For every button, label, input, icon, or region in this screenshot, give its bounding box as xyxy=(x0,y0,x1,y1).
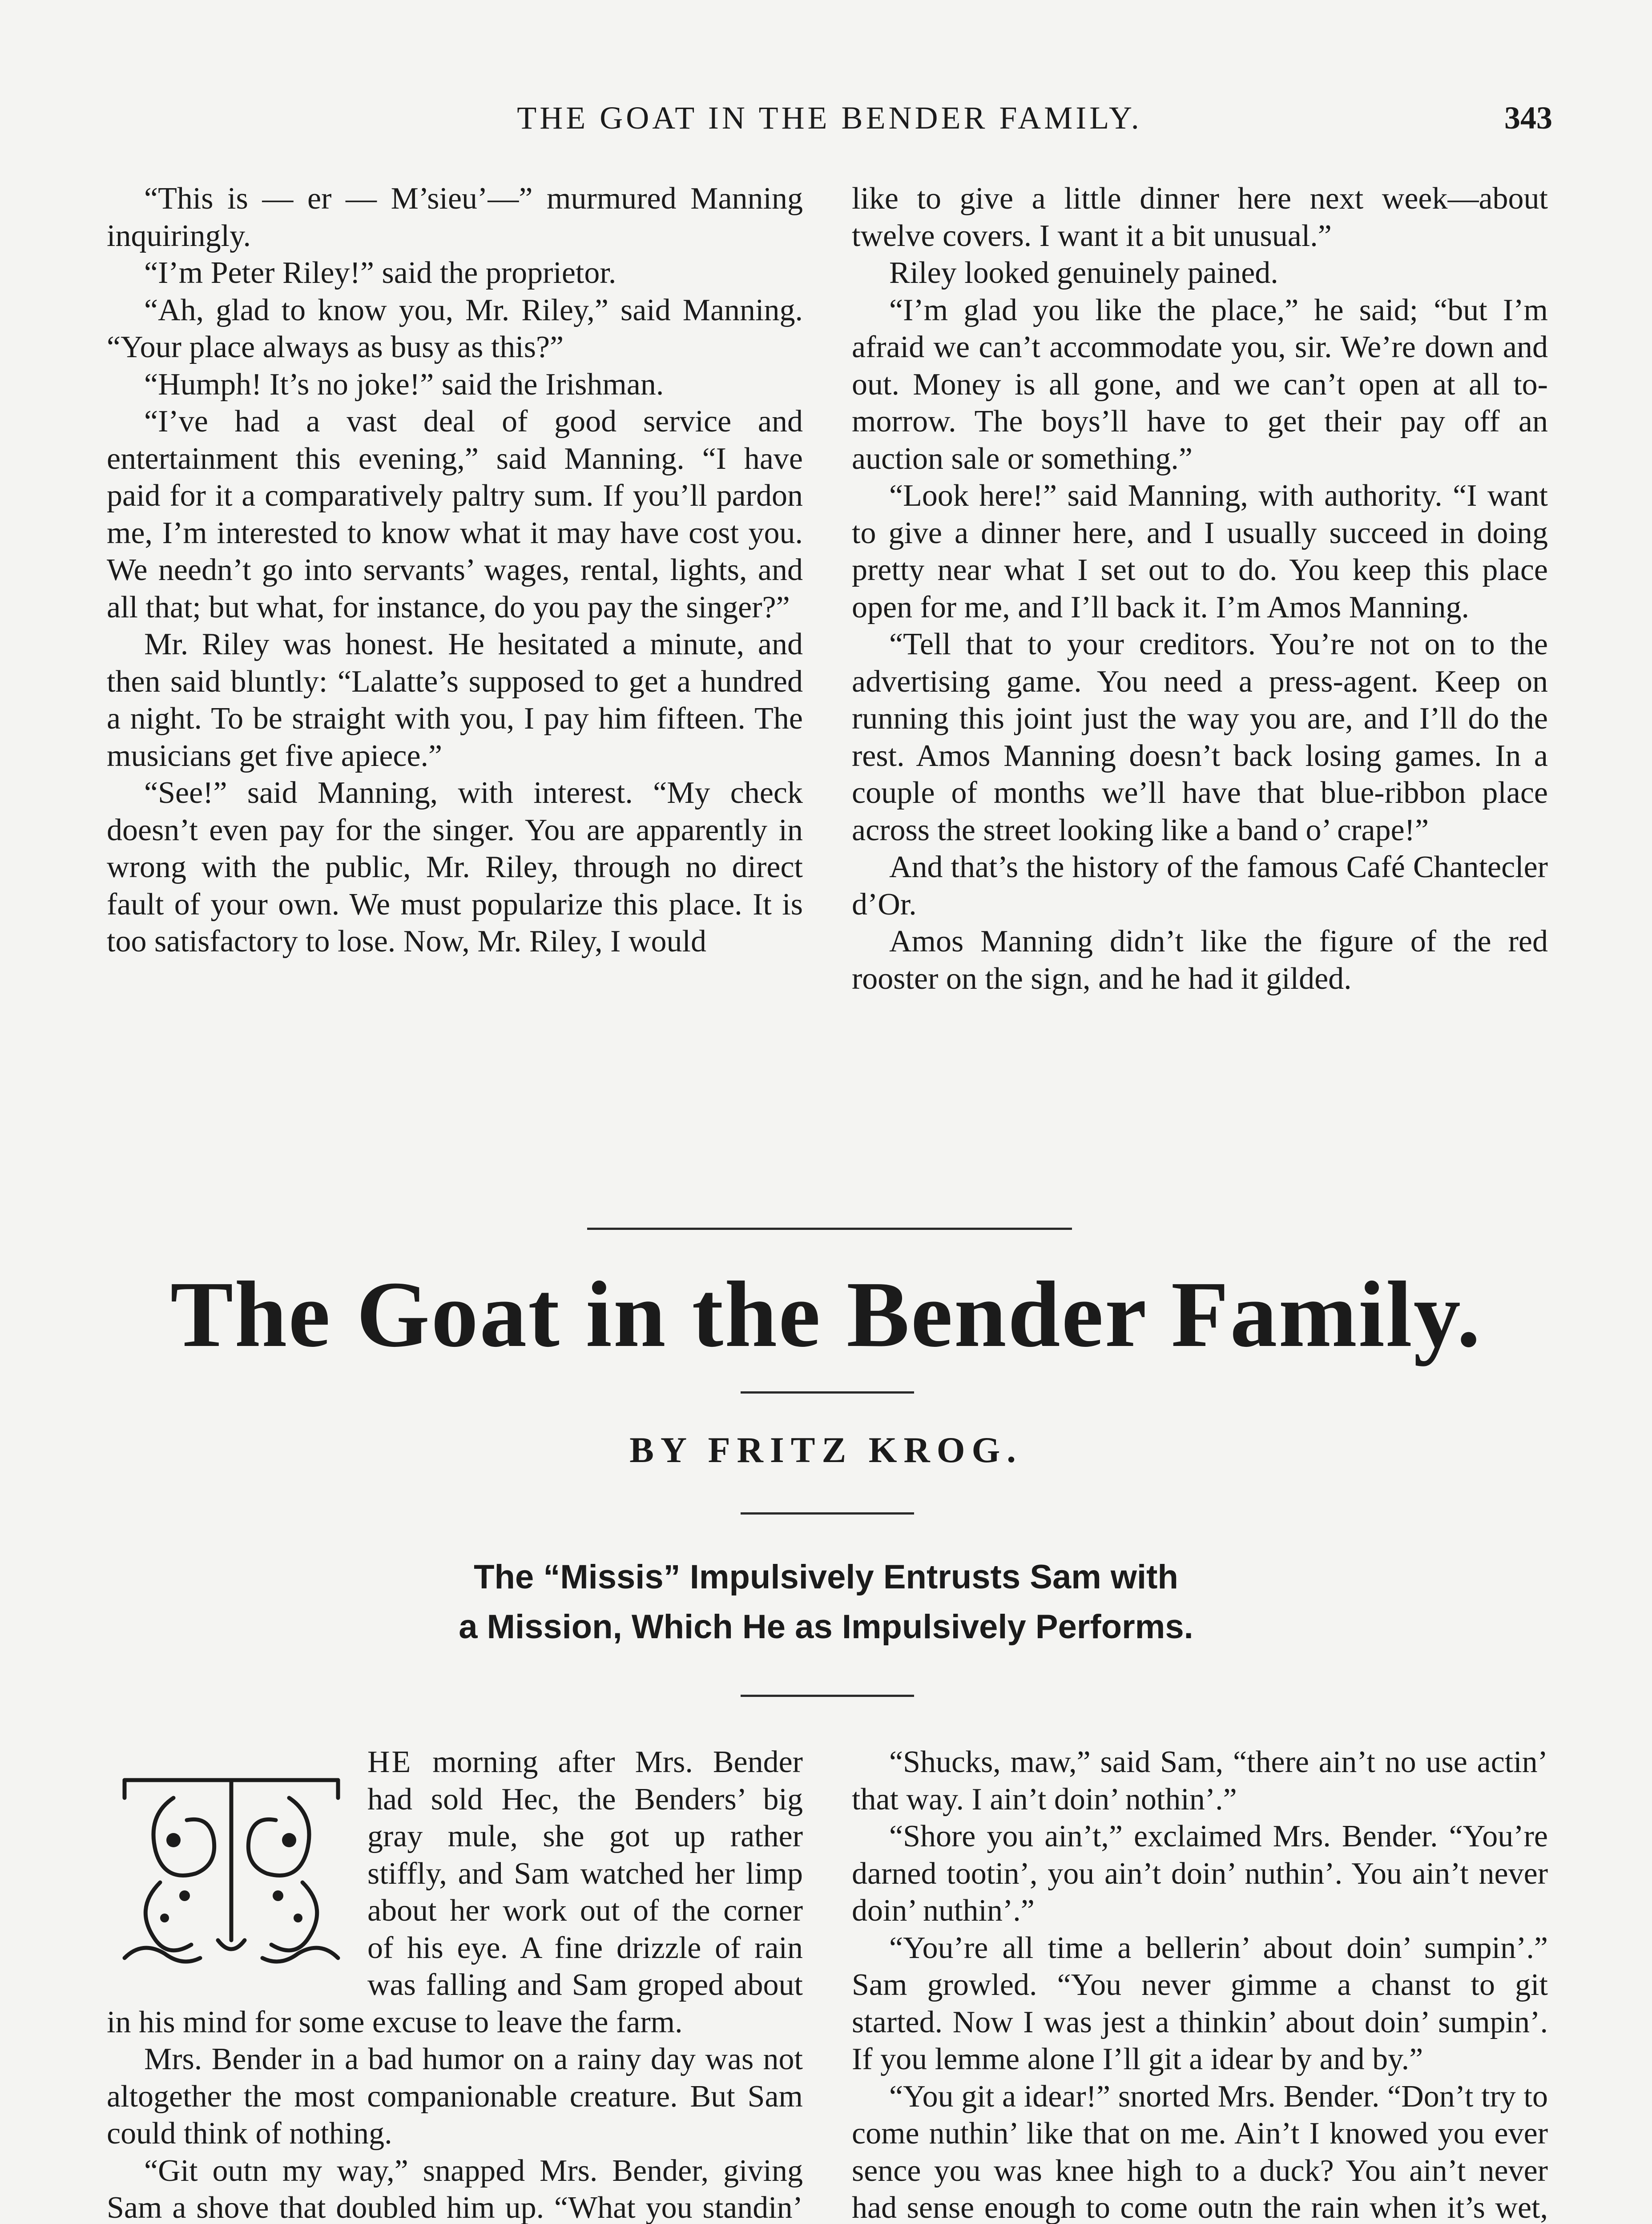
title-divider xyxy=(741,1391,914,1394)
running-head xyxy=(107,91,1552,145)
paragraph: “Ah, glad to know you, Mr. Riley,” said Manning. “Your place always as busy as this?” xyxy=(107,293,803,364)
paragraph: “You git a idear!” snorted Mrs. Bender. “Don’t try to come nuthin’ like that on me. Ain’t I knowed you ever sence you was knee high to a duck? You ain’t never had sense enough to come outn the rain when it’s wet, xyxy=(852,2079,1548,2224)
story-deck xyxy=(311,1552,1341,1652)
deck-divider xyxy=(741,1695,914,1697)
page-number: 343 xyxy=(1504,100,1552,136)
paragraph: “Git outn my way,” snapped Mrs. Bender, giving Sam a shove that doubled him up. “What you standin’ xyxy=(107,2153,803,2224)
drop-cap-ornament-icon xyxy=(107,1749,356,1980)
previous-story-left-column xyxy=(107,180,803,960)
paragraph: Mr. Riley was honest. He hesitated a minute, and then said bluntly: “Lalatte’s supposed to get a hundred a night. To be straight with you, I pay him fifteen. The musicians get five apiece.” xyxy=(107,627,803,773)
byline-divider xyxy=(741,1512,914,1515)
section-divider xyxy=(587,1228,1072,1230)
paragraph: “This is — er — M’sieu’—” murmured Manning inquiringly. xyxy=(107,181,803,253)
paragraph: “Shucks, maw,” said Sam, “there ain’t no use actin’ that way. I ain’t doin’ nothin’.” xyxy=(852,1745,1548,1817)
paragraph: “Humph! It’s no joke!” said the Irishman. xyxy=(144,367,664,402)
paragraph: “I’m Peter Riley!” said the proprietor. xyxy=(144,256,616,290)
story-right-column xyxy=(852,1744,1548,2224)
paragraph: “Shore you ain’t,” exclaimed Mrs. Bender. “You’re darned tootin’, you ain’t doin’ nuthin’. You ain’t never doin’ nuthin’.” xyxy=(852,1819,1548,1928)
ornamental-drop-cap xyxy=(107,1749,356,1980)
byline: BY FRITZ KROG. xyxy=(629,1430,1023,1470)
first-word-rest: HE xyxy=(367,1745,413,1779)
deck-line: The “Missis” Impulsively Entrusts Sam with xyxy=(474,1558,1178,1596)
paragraph: “I’m glad you like the place,” he said; “but I’m afraid we can’t accommodate you, sir. We’re down and out. Money is all gone, and we can’t open at all to-morrow. The boys’ll have to get their pay off an auction sale or something.” xyxy=(852,293,1548,476)
previous-story-right-column xyxy=(852,180,1548,997)
story-left-column xyxy=(107,1744,803,2224)
paragraph: “Look here!” said Manning, with authority. “I want to give a dinner here, and I usually succeed in doing pretty near what I set out to do. You keep this place open for me, and I’ll back it. I’m Amos Manning. xyxy=(852,479,1548,624)
story-title: The Goat in the Bender Family. xyxy=(170,1262,1482,1366)
running-title: THE GOAT IN THE BENDER FAMILY. xyxy=(517,100,1142,136)
paragraph: “I’ve had a vast deal of good service and entertainment this evening,” said Manning. “I have paid for it a comparatively paltry sum. If you’ll pardon me, I’m interested to know what it may have cost you. We needn’t go into servants’ wages, rental, lights, and all that; but what, for instance, do you pay the singer?” xyxy=(107,404,803,624)
paragraph: “Tell that to your creditors. You’re not on to the advertising game. You need a press-agent. Keep on running this joint just the way you are, and I’ll do the rest. Amos Manning doesn’t back losing games. In a couple of months we’ll have that blue-ribbon place across the street looking like a band o’ crape!” xyxy=(852,627,1548,847)
paragraph: Riley looked genuinely pained. xyxy=(889,256,1278,290)
opening-text: morning after Mrs. Bender had sold Hec, the Benders’ big gray mule, she got up rather stiffly, and Sam watched her limp about her work out of the corner of his eye. A fine drizzle of rain was falling and Sam groped about in his mind for some excuse to leave the farm. xyxy=(107,1745,803,2039)
paragraph: Mrs. Bender in a bad humor on a rainy day was not altogether the most companionable creature. But Sam could think of nothing. xyxy=(107,2042,803,2151)
paragraph: Amos Manning didn’t like the figure of the red rooster on the sign, and he had it gilded. xyxy=(852,924,1548,996)
paragraph: And that’s the history of the famous Café Chantecler d’Or. xyxy=(852,850,1548,922)
paragraph: like to give a little dinner here next week—about twelve covers. I want it a bit unusual.” xyxy=(852,181,1548,253)
deck-line: a Mission, Which He as Impulsively Performs. xyxy=(459,1608,1193,1646)
paragraph: “You’re all time a bellerin’ about doin’ sumpin’.” Sam growled. “You never gimme a chanst to git started. Now I was jest a thinkin’ about doin’ sumpin’. If you lemme alone I’ll git a idear by and by.” xyxy=(852,1930,1548,2076)
opening-paragraph xyxy=(107,1744,803,2041)
paragraph: “See!” said Manning, with interest. “My check doesn’t even pay for the singer. You are apparently in wrong with the public, Mr. Riley, through no direct fault of your own. We must popularize this place. It is too satisfactory to lose. Now, Mr. Riley, I would xyxy=(107,776,803,959)
